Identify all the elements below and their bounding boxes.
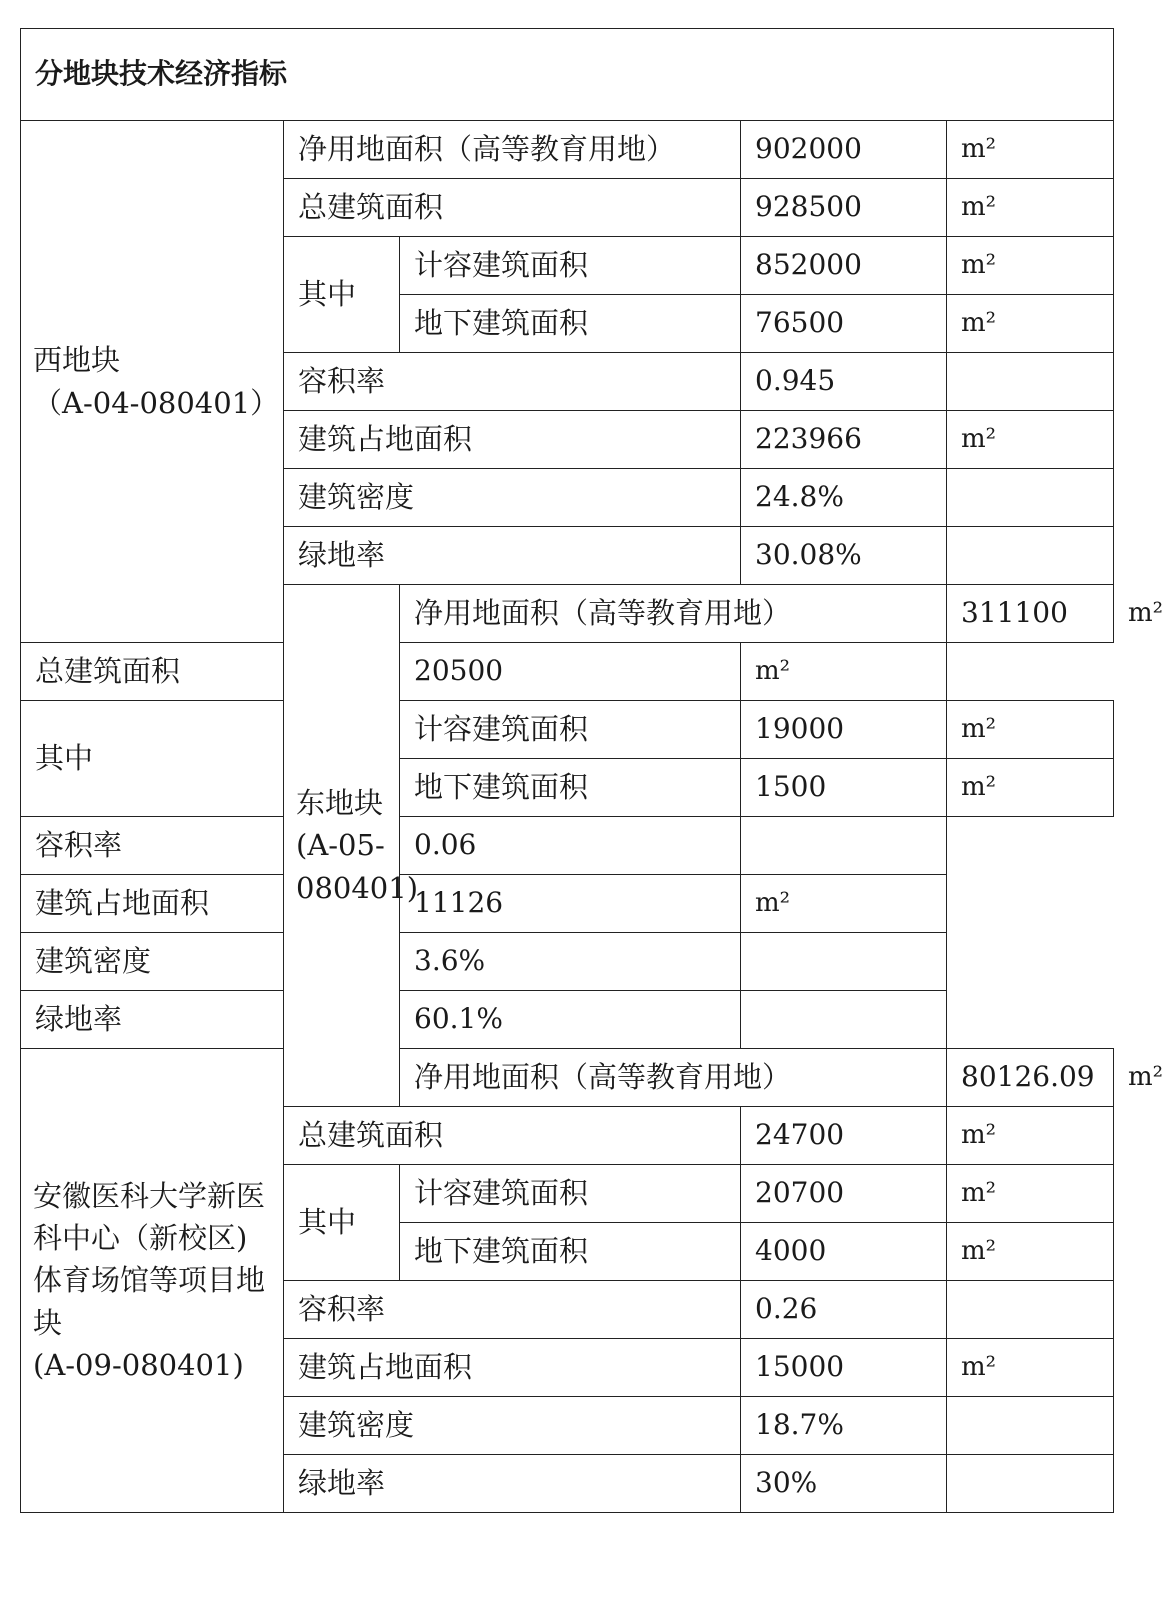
row-unit [947, 1281, 1114, 1339]
row-value: 0.26 [741, 1281, 947, 1339]
table-row [21, 817, 1114, 875]
block-name-cell [21, 121, 284, 643]
row-unit: m² [947, 1223, 1114, 1281]
row-label: 总建筑面积 [284, 1107, 741, 1165]
row-label: 建筑占地面积 [284, 411, 741, 469]
row-unit [741, 991, 947, 1049]
row-value: 311100 [947, 585, 1114, 643]
indicator-table [20, 28, 1163, 1513]
row-label: 容积率 [21, 817, 400, 875]
table-row [21, 875, 1114, 933]
row-label: 总建筑面积 [21, 643, 400, 701]
row-value: 80126.09 [947, 1049, 1114, 1107]
block-name: 安徽医科大学新医科中心（新校区)体育场馆等项目地块 [33, 1179, 266, 1340]
row-value: 4000 [741, 1223, 947, 1281]
row-value: 1500 [741, 759, 947, 817]
row-value: 0.06 [400, 817, 741, 875]
row-unit: m² [947, 1107, 1114, 1165]
title-row [21, 29, 1114, 121]
row-unit: m² [947, 759, 1114, 817]
row-unit [947, 353, 1114, 411]
row-value: 20500 [400, 643, 741, 701]
row-label: 计容建筑面积 [400, 701, 741, 759]
row-unit [947, 1455, 1114, 1513]
row-label: 建筑密度 [284, 469, 741, 527]
row-value: 3.6% [400, 933, 741, 991]
row-unit [741, 817, 947, 875]
row-value: 11126 [400, 875, 741, 933]
row-unit: m² [947, 121, 1114, 179]
row-label: 净用地面积（高等教育用地） [400, 1049, 947, 1107]
row-value: 30% [741, 1455, 947, 1513]
row-unit [947, 469, 1114, 527]
row-label: 建筑占地面积 [21, 875, 400, 933]
block-code: （A-04-080401） [33, 385, 280, 420]
row-label: 建筑密度 [284, 1397, 741, 1455]
table-row [21, 643, 1114, 701]
row-unit: m² [947, 237, 1114, 295]
row-unit [741, 933, 947, 991]
table-row: 安徽医科大学新医科中心（新校区)体育场馆等项目地块 (A-09-080401) 净用地面积（高等教育用地） 80126.09 m² [21, 1049, 1114, 1107]
row-label: 建筑密度 [21, 933, 400, 991]
table-row [21, 121, 1114, 179]
table-row: 东地块 (A-05-080401) 净用地面积（高等教育用地） 311100 m² [21, 585, 1114, 643]
among-label: 其中 [21, 701, 284, 817]
row-label: 绿地率 [284, 1455, 741, 1513]
row-unit [947, 527, 1114, 585]
row-value: 852000 [741, 237, 947, 295]
row-value: 24700 [741, 1107, 947, 1165]
row-label: 绿地率 [21, 991, 400, 1049]
row-value: 20700 [741, 1165, 947, 1223]
block-code: (A-09-080401) [33, 1347, 244, 1382]
row-unit: m² [947, 1339, 1114, 1397]
row-label: 计容建筑面积 [400, 237, 741, 295]
row-unit: m² [947, 295, 1114, 353]
row-label: 地下建筑面积 [400, 295, 741, 353]
row-value: 18.7% [741, 1397, 947, 1455]
row-value: 0.945 [741, 353, 947, 411]
row-value: 19000 [741, 701, 947, 759]
table-row [21, 933, 1114, 991]
row-unit: m² [947, 701, 1114, 759]
block-name-cell [21, 1049, 284, 1513]
row-label: 容积率 [284, 353, 741, 411]
row-label: 容积率 [284, 1281, 741, 1339]
row-value: 30.08% [741, 527, 947, 585]
block-code: (A-05-080401) [296, 828, 419, 905]
row-label: 计容建筑面积 [400, 1165, 741, 1223]
row-unit [947, 1397, 1114, 1455]
indicator-sheet [20, 28, 1163, 1513]
block-name: 东地块 [296, 786, 384, 821]
row-label: 建筑占地面积 [284, 1339, 741, 1397]
row-value: 223966 [741, 411, 947, 469]
row-value: 24.8% [741, 469, 947, 527]
row-value: 15000 [741, 1339, 947, 1397]
row-label: 净用地面积（高等教育用地） [284, 121, 741, 179]
row-value: 60.1% [400, 991, 741, 1049]
among-label: 其中 [284, 1165, 400, 1281]
row-unit: m² [741, 875, 947, 933]
row-label: 绿地率 [284, 527, 741, 585]
table-row [21, 991, 1114, 1049]
row-unit: m² [947, 411, 1114, 469]
row-value: 902000 [741, 121, 947, 179]
among-label: 其中 [284, 237, 400, 353]
row-value: 76500 [741, 295, 947, 353]
row-unit: m² [741, 643, 947, 701]
table-title: 分地块技术经济指标 [21, 29, 1114, 121]
row-label: 净用地面积（高等教育用地） [400, 585, 947, 643]
table-row [21, 701, 1114, 759]
row-label: 地下建筑面积 [400, 1223, 741, 1281]
row-label: 总建筑面积 [284, 179, 741, 237]
row-unit: m² [947, 179, 1114, 237]
block-name: 西地块 [33, 343, 121, 378]
row-value: 928500 [741, 179, 947, 237]
row-unit: m² [947, 1165, 1114, 1223]
row-label: 地下建筑面积 [400, 759, 741, 817]
